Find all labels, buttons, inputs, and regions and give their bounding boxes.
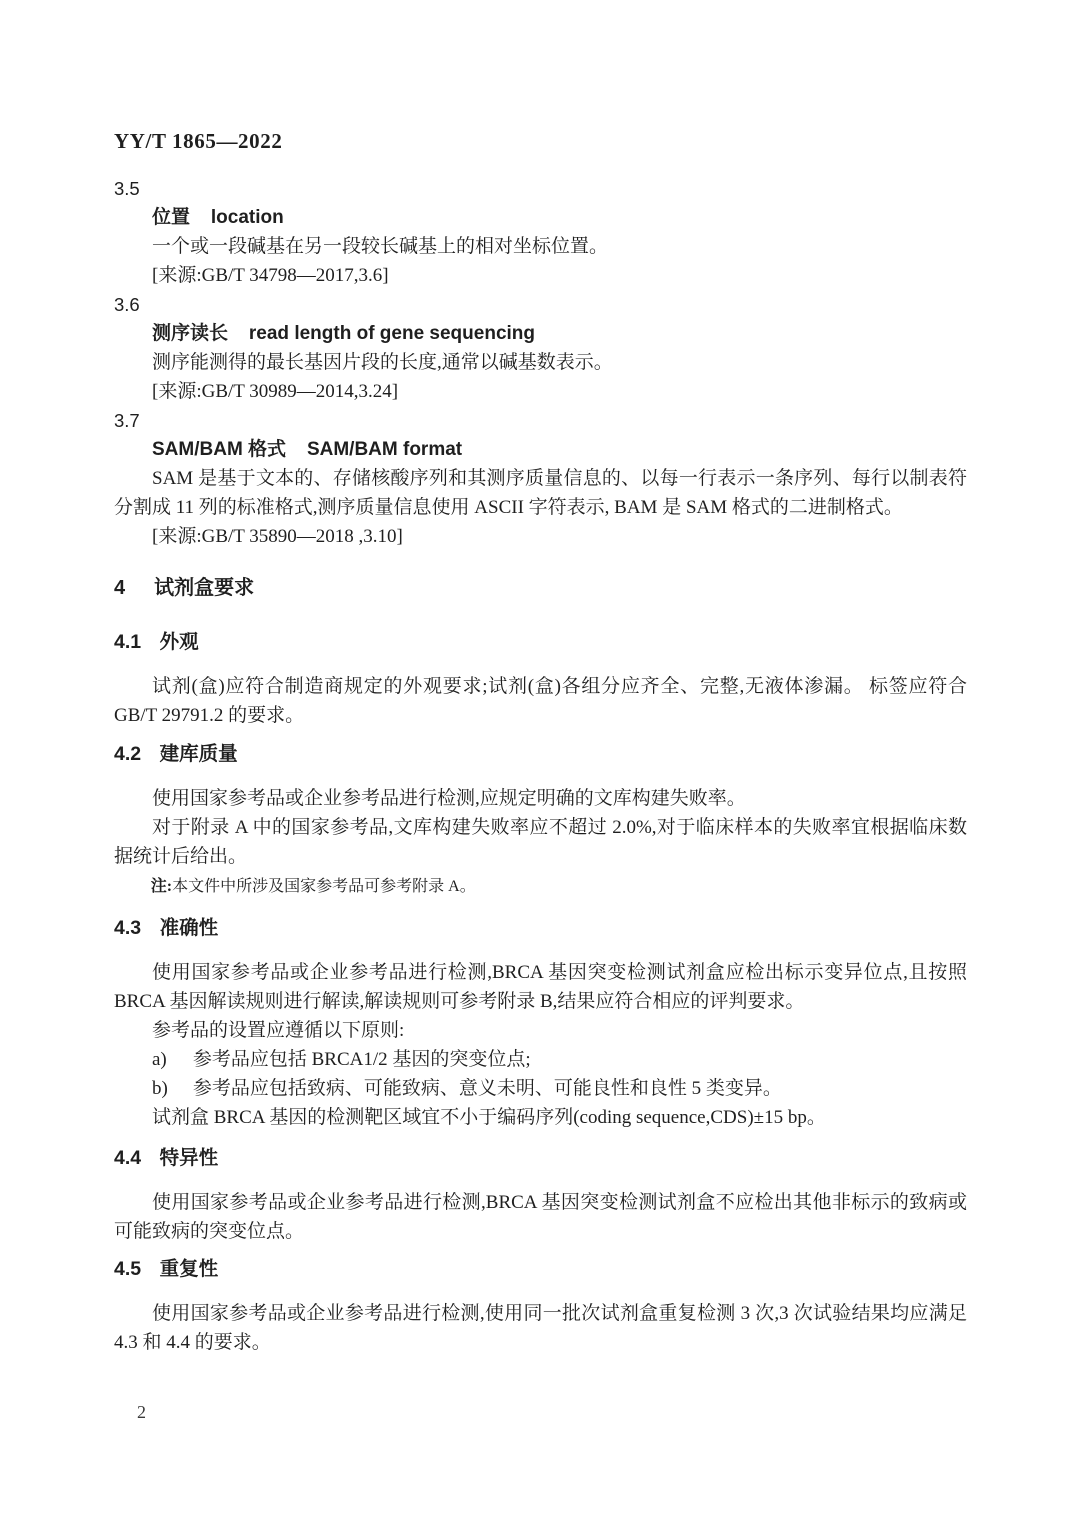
term-title <box>114 203 967 232</box>
section-number: 4.4 <box>114 1147 142 1169</box>
section-title: 建库质量 <box>159 743 238 765</box>
list-item-text: 参考品应包括致病、可能致病、意义未明、可能良性和良性 5 类变异。 <box>192 1078 782 1099</box>
term-title-en: SAM/BAM format <box>306 439 463 460</box>
paragraph: 试剂(盒)应符合制造商规定的外观要求;试剂(盒)各组分应齐全、完整,无液体渗漏。 标签应符合 GB/T 29791.2 的要求。 <box>114 676 967 726</box>
paragraph: 使用国家参考品或企业参考品进行检测,使用同一批次试剂盒重复检测 3 次,3 次试验结果均应满足 4.3 和 4.4 的要求。 <box>114 1303 967 1353</box>
section-heading-4-2 <box>114 740 967 769</box>
term-definition: 测序能测得的最长基因片段的长度,通常以碱基数表示。 <box>152 352 613 373</box>
section-heading-4-5 <box>114 1255 967 1284</box>
term-source: [来源:GB/T 34798—2017,3.6] <box>152 265 389 286</box>
chapter-title: 试剂盒要求 <box>154 577 255 599</box>
section-heading-4-1 <box>114 628 967 657</box>
paragraph: 使用国家参考品或企业参考品进行检测,BRCA 基因突变检测试剂盒应检出标示变异位点,且按照 BRCA 基因解读规则进行解读,解读规则可参考附录 B,结果应符合相应的评判要求。 <box>114 962 967 1012</box>
section-number: 4.1 <box>114 631 142 653</box>
term-title-zh: 测序读长 <box>152 323 229 344</box>
chapter-heading <box>114 574 967 603</box>
list-item <box>114 1045 967 1074</box>
paragraph: 使用国家参考品或企业参考品进行检测,应规定明确的文库构建失败率。 <box>152 788 746 809</box>
term-definition: SAM 是基于文本的、存储核酸序列和其测序质量信息的、以每一行表示一条序列、每行以制表符分割成 11 列的标准格式,测序质量信息使用 ASCII 字符表示, BAM 是 SAM 格式的二进制格式。 <box>114 468 967 518</box>
list-item <box>114 1074 967 1103</box>
term-title-zh: 位置 <box>152 207 191 228</box>
term-number: 3.6 <box>114 294 140 315</box>
paragraph: 使用国家参考品或企业参考品进行检测,BRCA 基因突变检测试剂盒不应检出其他非标示的致病或可能致病的突变位点。 <box>114 1192 967 1242</box>
paragraph: 对于附录 A 中的国家参考品,文库构建失败率应不超过 2.0%,对于临床样本的失败率宜根据临床数据统计后给出。 <box>114 817 967 867</box>
section-number: 4.5 <box>114 1258 142 1280</box>
section-heading-4-4 <box>114 1144 967 1173</box>
term-entry-3-6 <box>114 290 967 406</box>
list-item-text: 参考品应包括 BRCA1/2 基因的突变位点; <box>192 1049 531 1070</box>
section-heading-4-3 <box>114 914 967 943</box>
section-number: 4.3 <box>114 917 142 939</box>
page-number: 2 <box>137 1402 146 1422</box>
term-entry-3-7 <box>114 406 967 551</box>
term-title <box>114 319 967 348</box>
term-number: 3.5 <box>114 178 140 199</box>
note-label: 注: <box>150 878 173 895</box>
note <box>114 874 967 900</box>
section-number: 4.2 <box>114 743 142 765</box>
list-item-label: b) <box>152 1078 168 1099</box>
term-title-en: location <box>210 207 284 228</box>
term-title-en: read length of gene sequencing <box>248 323 536 344</box>
section-title: 重复性 <box>159 1258 219 1280</box>
term-source: [来源:GB/T 35890—2018 ,3.10] <box>152 526 403 547</box>
term-title <box>114 435 967 464</box>
list-item-label: a) <box>152 1049 167 1070</box>
term-entry-3-5 <box>114 174 967 290</box>
section-title: 特异性 <box>159 1147 219 1169</box>
note-text: 本文件中所涉及国家参考品可参考附录 A。 <box>172 878 476 895</box>
paragraph: 参考品的设置应遵循以下原则: <box>152 1020 405 1041</box>
term-source: [来源:GB/T 30989—2014,3.24] <box>152 381 399 402</box>
term-title-zh: SAM/BAM 格式 <box>152 439 287 460</box>
section-title: 外观 <box>159 631 199 653</box>
term-number: 3.7 <box>114 410 140 431</box>
paragraph: 试剂盒 BRCA 基因的检测靶区域宜不小于编码序列(coding sequence,CDS)±15 bp。 <box>152 1107 826 1128</box>
standard-number-header: YY/T 1865—2022 <box>114 129 283 153</box>
section-title: 准确性 <box>159 917 219 939</box>
chapter-number: 4 <box>114 577 126 599</box>
term-definition: 一个或一段碱基在另一段较长碱基上的相对坐标位置。 <box>152 236 609 257</box>
